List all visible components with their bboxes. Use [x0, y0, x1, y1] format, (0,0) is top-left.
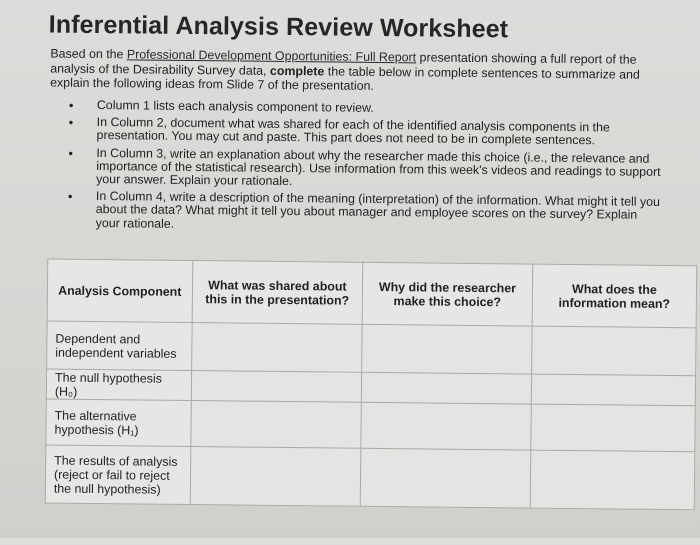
header-what-shared: What was shared about this in the presentation? [192, 261, 363, 325]
answer-cell[interactable] [190, 447, 361, 507]
row-label: The results of analysis (reject or fail to reject the null hypothesis) [45, 445, 190, 505]
page-title: Inferential Analysis Review Worksheet [48, 10, 509, 44]
answer-cell[interactable] [361, 402, 531, 450]
instruction-text: Column 1 lists each analysis component to review. [96, 98, 374, 115]
instruction-item [62, 146, 662, 192]
table-row [45, 445, 695, 510]
answer-cell[interactable] [191, 371, 362, 403]
instruction-item [63, 116, 663, 149]
header-analysis-component: Analysis Component [47, 259, 192, 323]
row-label: Dependent and independent variables [47, 321, 192, 371]
table-row [46, 399, 695, 452]
answer-cell[interactable] [360, 448, 530, 508]
table-row [47, 321, 696, 376]
header-why-choice: Why did the researcher make this choice? [362, 262, 532, 326]
intro-text-end: the table below in complete sentences to summarize and explain the following ideas from Slide 7 of the presentation. [50, 63, 640, 93]
analysis-table [45, 259, 698, 511]
header-what-means: What does the information mean? [532, 264, 697, 328]
intro-text-start: Based on the [50, 46, 127, 62]
bullet-icon: • [67, 188, 73, 204]
answer-cell[interactable] [531, 326, 696, 376]
table-header-row [47, 259, 697, 328]
bullet-icon: • [68, 145, 74, 161]
report-link[interactable]: Professional Development Opportunities: Full Report [126, 47, 417, 65]
row-label: The alternative hypothesis (H₁) [46, 399, 191, 447]
instruction-text: In Column 4, write a description of the meaning (interpretation) of the information. What might it tell you about the data? What might it tell you about manager and employee scores on the survey? Explain your rationale. [95, 189, 661, 231]
answer-cell[interactable] [531, 404, 696, 452]
instruction-text: In Column 2, document what was shared for each of the identified analysis components in the presentation. You may cut and paste. This part does not need to be in complete sentences. [96, 115, 610, 148]
answer-cell[interactable] [361, 372, 531, 404]
answer-cell[interactable] [530, 450, 695, 510]
bullet-icon: • [68, 97, 74, 113]
answer-cell[interactable] [362, 324, 532, 374]
instruction-text: In Column 3, write an explanation about why the researcher made this choice (i.e., the relevance and importance of the statistical research). Use information from this week's videos and readings to support your answer. Explain your rationale. [96, 145, 661, 189]
answer-cell[interactable] [531, 374, 695, 406]
row-label: The null hypothesis (H₀) [46, 369, 191, 401]
intro-bold-word: complete [269, 63, 325, 78]
answer-cell[interactable] [190, 401, 361, 449]
instruction-list [62, 99, 663, 240]
intro-paragraph [50, 47, 660, 97]
bullet-icon: • [68, 114, 74, 130]
intro-text-middle: presentation showing a full report of the analysis of the Desirability Survey data, [50, 50, 637, 78]
answer-cell[interactable] [191, 323, 362, 373]
instruction-item [62, 190, 662, 236]
